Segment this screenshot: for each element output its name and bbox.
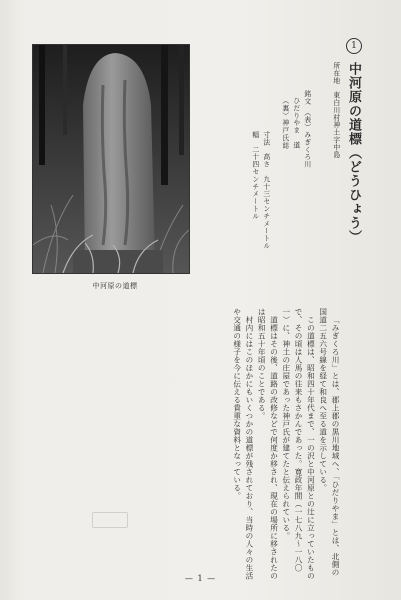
inscription-back: （裏）神戸氏誌 (280, 97, 289, 149)
stone-marker-photo (32, 44, 190, 274)
body-text (51, 308, 341, 580)
size-width: 幅 二十四センチメートル (250, 131, 259, 220)
page-number: — 1 — (184, 574, 217, 583)
entry-title: 中河原の道標（どうひょう） (346, 62, 361, 244)
body-paragraph: 「みぎくろ川」とは、郡上郡の黒川地域へ、「ひだりやま」とは、北側の国道二五六号線を経て和良へ至る道を示している。 (318, 308, 340, 576)
faint-stamp (92, 512, 128, 528)
inscription-front-right: 銘文 （表）みぎくろ川 (302, 90, 311, 168)
location-line: 所在地 東白川村神土字中島 (331, 62, 340, 159)
body-paragraph: この道標は、昭和四十年代まで、一の沢と中河原との辻に立っていたもので、その頃は人馬の往来もさかんであった。寛政年間（一七八九〜一八〇一）に、神土の庄屋であった神戸氏が建てたと伝えられている。 (281, 308, 316, 580)
body-paragraph: 道標はその後、道路の改修などで何度か移され、現在の場所に移されたのは昭和五十年頃のことである。 (257, 308, 279, 580)
size-height: 寸法 高さ 九十三センチメートル (261, 131, 270, 250)
body-paragraph: 村内にはこのほかにもいくつかの道標が残されており、当時の人々の生活や交通の様子を今に伝える貴重な資料となっている。 (232, 308, 254, 580)
entry-number-badge: 1 (346, 38, 362, 54)
photo-caption: 中河原の道標 (92, 282, 138, 290)
inscription-front-left: ひだりやま 道 (291, 97, 300, 149)
